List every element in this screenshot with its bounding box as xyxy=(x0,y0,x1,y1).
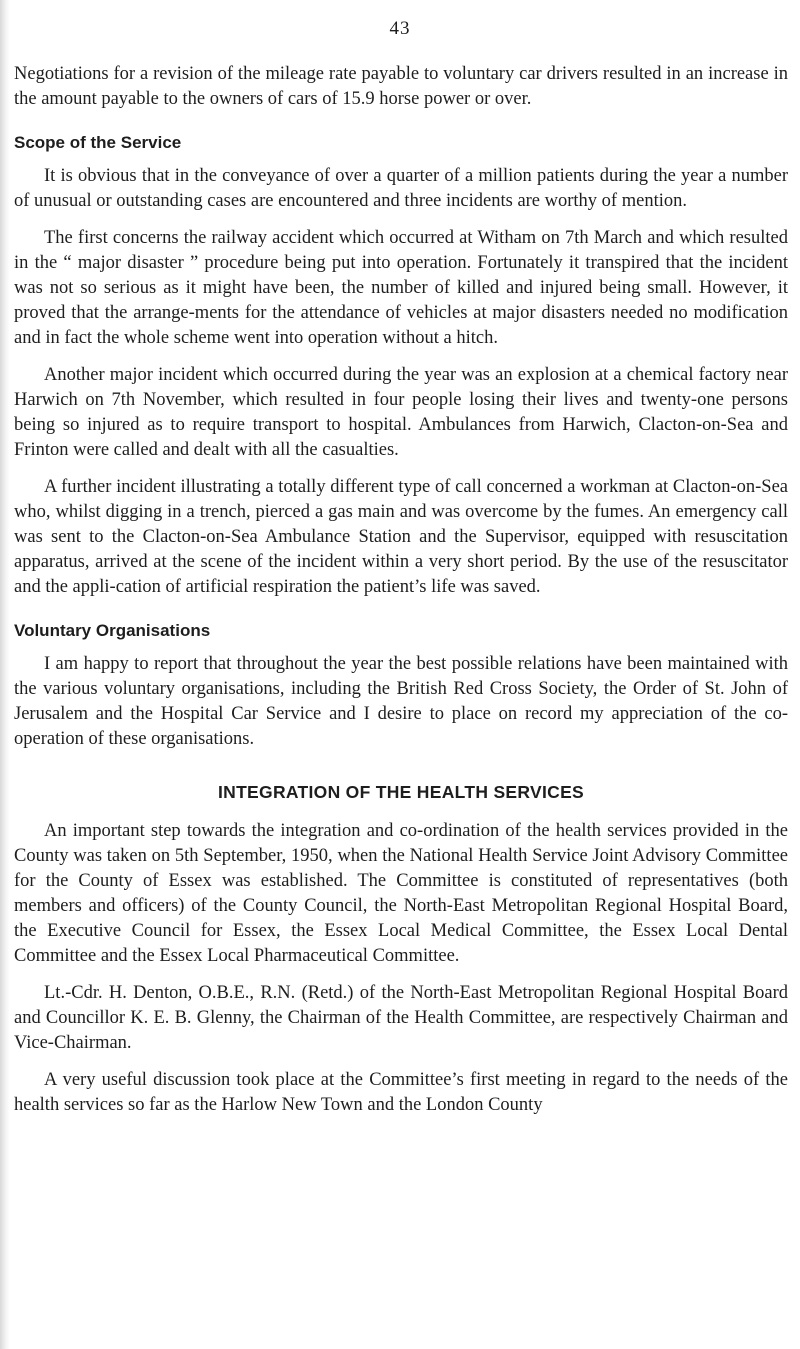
paragraph-voluntary-1: I am happy to report that throughout the year the best possible relations have been maintained with the various voluntary organisations, including the British Red Cross Society, the Order of St. John of Jerusalem and the Hospital Car Service and I desire to place on record my appreciation of the co-operation of these organisations. xyxy=(14,654,788,749)
paragraph-integration-1: An important step towards the integration and co-ordination of the health services provided in the County was taken on 5th September, 1950, when the National Health Service Joint Advisory Committee for the County of Essex was established. The Committee is constituted of representatives (both members and officers) of the County Council, the North-East Metropolitan Regional Hospital Board, the Executive Council for Essex, the Essex Local Medical Committee, the Essex Local Dental Committee and the Essex Local Pharmaceutical Committee. xyxy=(14,821,788,966)
major-heading-integration: INTEGRATION OF THE HEALTH SERVICES xyxy=(217,782,585,802)
page-content xyxy=(14,62,788,1118)
paragraph-scope-1: It is obvious that in the conveyance of over a quarter of a million patients during the year a number of unusual or outstanding cases are encountered and three incidents are worthy of mention. xyxy=(14,166,788,211)
section-heading-voluntary: Voluntary Organisations xyxy=(14,621,211,640)
paragraph-scope-4: A further incident illustrating a totally different type of call concerned a workman at Clacton-on-Sea who, whilst digging in a trench, pierced a gas main and was overcome by the fumes. An emergency call was sent to the Clacton-on-Sea Ambulance Station and the Supervisor, equipped with resuscitation apparatus, arrived at the scene of the incident within a very short period. By the use of the resuscitator and the appli-cation of artificial respiration the patient’s life was saved. xyxy=(14,477,788,597)
paragraph-scope-3: Another major incident which occurred during the year was an explosion at a chemical factory near Harwich on 7th November, which resulted in four people losing their lives and twenty-one persons being so injured as to require transport to hospital. Ambulances from Harwich, Clacton-on-Sea and Frinton were called and dealt with all the casualties. xyxy=(14,365,788,460)
page-binding-edge xyxy=(0,0,10,1349)
section-heading-scope: Scope of the Service xyxy=(14,133,182,152)
paragraph-scope-2: The first concerns the railway accident which occurred at Witham on 7th March and which resulted in the “ major disaster ” procedure being put into operation. Fortunately it transpired that the incident was not so serious as it might have been, the number of killed and injured being small. However, it proved that the arrange-ments for the attendance of vehicles at major disasters needed no modification and in fact the whole scheme went into operation without a hitch. xyxy=(14,228,788,348)
page-number: 43 xyxy=(389,18,411,39)
intro-paragraph: Negotiations for a revision of the mileage rate payable to voluntary car drivers resulted in an increase in the amount payable to the owners of cars of 15.9 horse power or over. xyxy=(14,64,788,109)
paragraph-integration-3: A very useful discussion took place at the Committee’s first meeting in regard to the needs of the health services so far as the Harlow New Town and the London County xyxy=(14,1070,788,1115)
paragraph-integration-2: Lt.-Cdr. H. Denton, O.B.E., R.N. (Retd.) of the North-East Metropolitan Regional Hospital Board and Councillor K. E. B. Glenny, the Chairman of the Health Committee, are respectively Chairman and Vice-Chairman. xyxy=(14,983,788,1053)
